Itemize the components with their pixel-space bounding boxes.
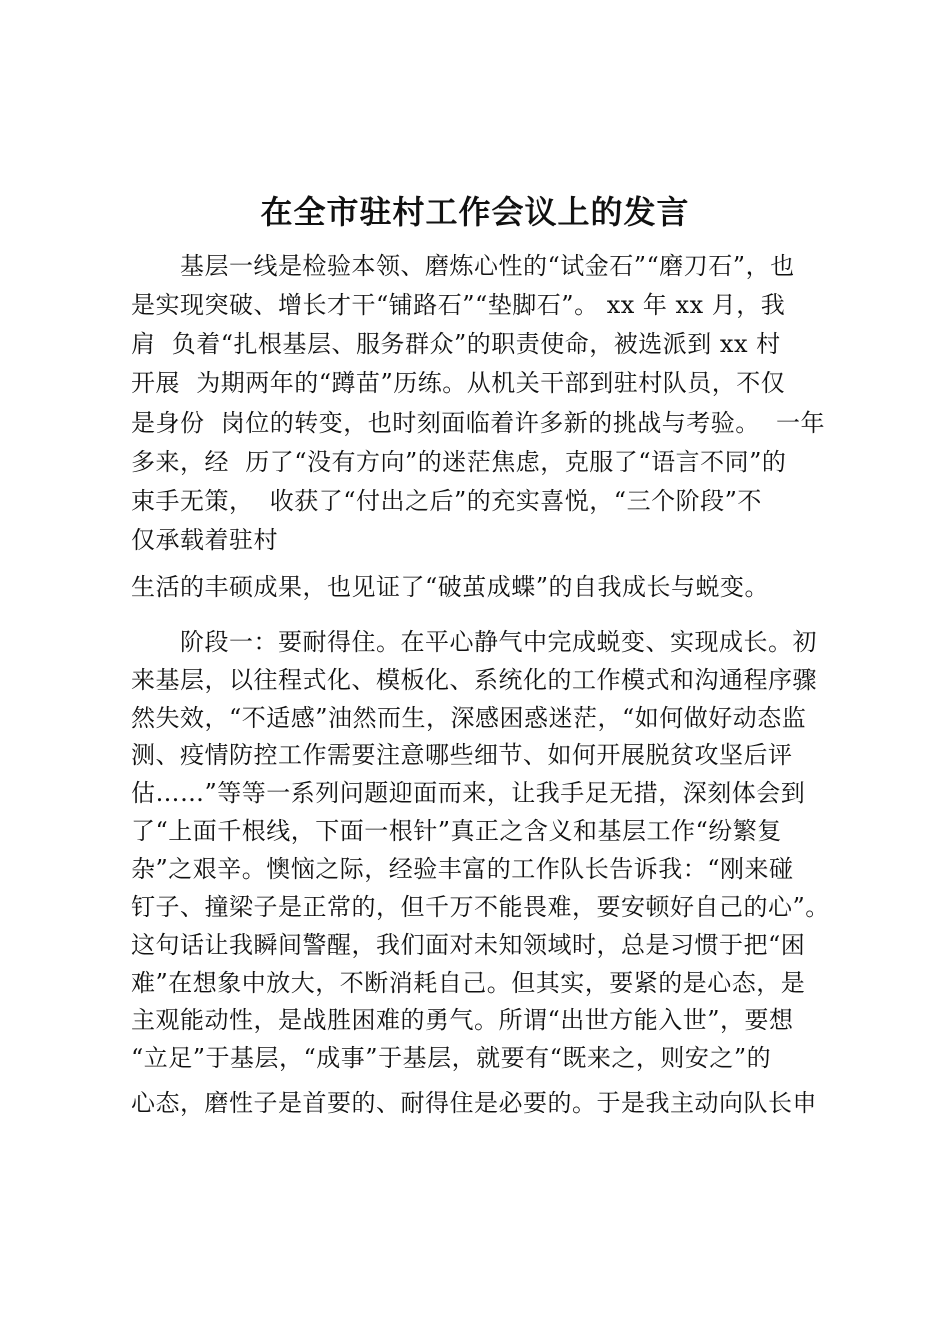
- body-line: 然失效，“不适感”油然而生，深感困惑迷茫，“如何做好动态监: [131, 704, 807, 732]
- body-line: 肩 负着“扎根基层、服务群众”的职责使命，被选派到 xx 村: [131, 330, 781, 358]
- body-line: 是实现突破、增长才干“铺路石”“垫脚石”。 xx 年 xx 月，我: [131, 291, 786, 319]
- body-line: 心态，磨性子是首要的、耐得住是必要的。于是我主动向队长申: [131, 1089, 817, 1117]
- body-line: 开展 为期两年的“蹲苗”历练。从机关干部到驻村队员，不仅: [131, 369, 786, 397]
- body-line: 基层一线是检验本领、磨炼心性的“试金石”“磨刀石”，也: [131, 252, 795, 280]
- body-line: 钉子、撞梁子是正常的，但千万不能畏难，要安顿好自己的心”。: [131, 893, 830, 921]
- body-line: 这句话让我瞬间警醒，我们面对未知领域时，总是习惯于把“困: [131, 931, 806, 959]
- body-line: “立足”于基层，“成事”于基层，就要有“既来之，则安之”的: [131, 1044, 772, 1072]
- body-line: 束手无策， 收获了“付出之后”的充实喜悦，“三个阶段”不: [131, 487, 762, 515]
- body-line: 难”在想象中放大，不断消耗自己。但其实，要紧的是心态，是: [131, 969, 806, 997]
- body-line: 是身份 岗位的转变，也时刻面临着许多新的挑战与考验。 一年: [131, 409, 826, 437]
- body-line: 生活的丰硕成果，也见证了“破茧成蝶”的自我成长与蜕变。: [131, 573, 770, 601]
- body-line: 杂”之艰辛。懊恼之际，经验丰富的工作队长告诉我：“刚来碰: [131, 855, 794, 883]
- body-line: 仅承载着驻村: [131, 526, 278, 554]
- body-line: 来基层，以往程式化、模板化、系统化的工作模式和沟通程序骤: [131, 666, 817, 694]
- body-line: 估……”等等一系列问题迎面而来，让我手足无措，深刻体会到: [131, 779, 806, 807]
- body-line: 测、疫情防控工作需要注意哪些细节、如何开展脱贫攻坚后评: [131, 741, 793, 769]
- body-line: 主观能动性，是战胜困难的勇气。所谓“出世方能入世”，要想: [131, 1006, 794, 1034]
- body-line: 阶段一：要耐得住。在平心静气中完成蜕变、实现成长。初: [131, 628, 817, 656]
- document-title: 在全市驻村工作会议上的发言: [260, 193, 690, 231]
- body-line: 多来，经 历了“没有方向”的迷茫焦虑，克服了“语言不同”的: [131, 448, 787, 476]
- body-line: 了“上面千根线，下面一根针”真正之含义和基层工作“纷繁复: [131, 817, 782, 845]
